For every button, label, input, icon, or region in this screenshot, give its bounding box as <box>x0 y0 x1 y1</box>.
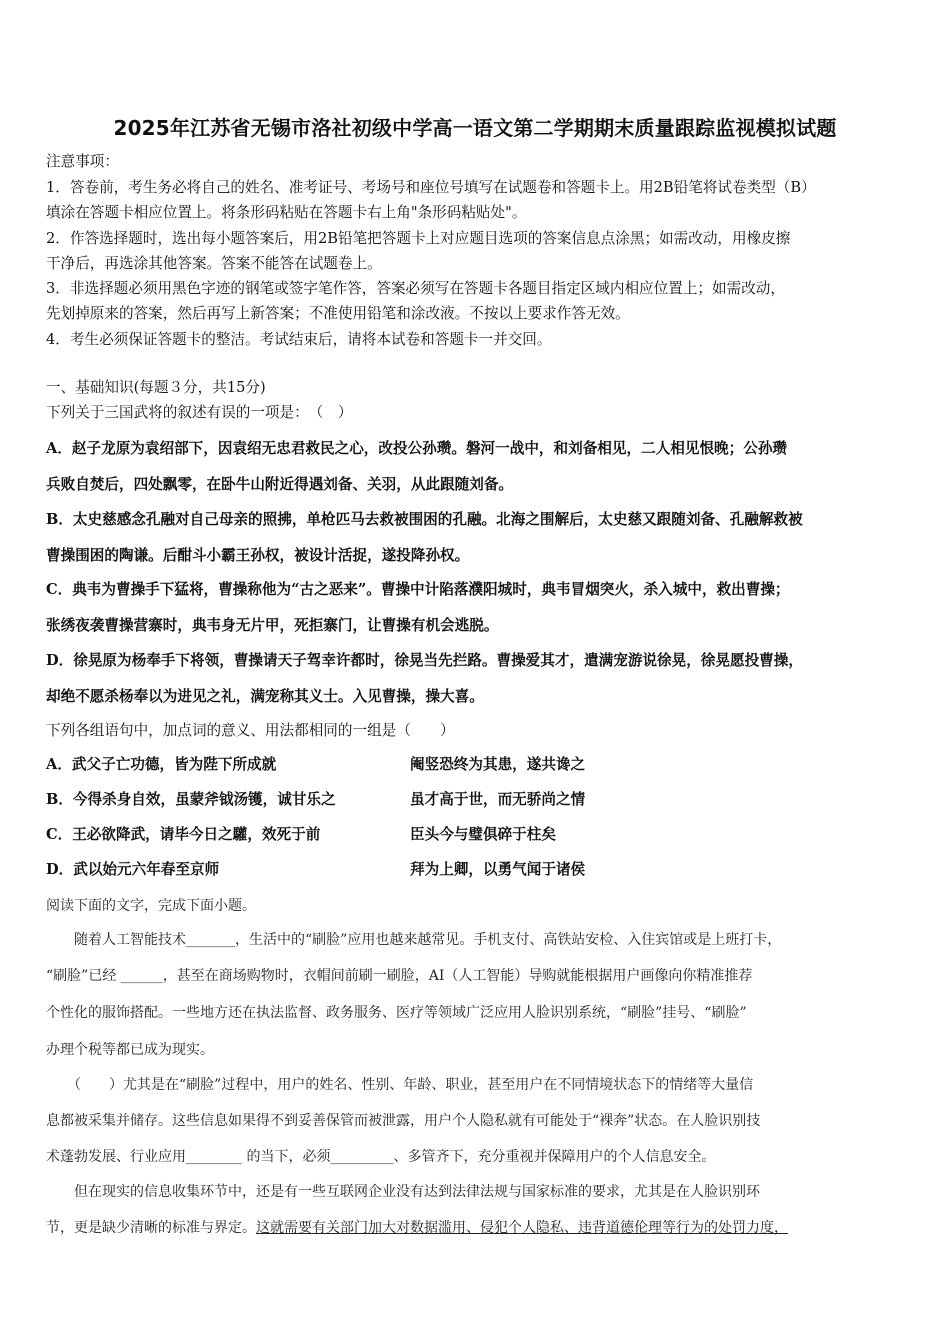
passage-line: 办理个税等都已成为现实。 <box>46 1042 214 1058</box>
q2-option-c-right: 臣头今与璧俱碎于柱矣 <box>410 826 556 843</box>
q1-option-c-cont: 张绣夜袭曹操营寨时，典韦身无片甲，死拒寨门，让曹操有机会逃脱。 <box>46 617 499 634</box>
question-1-stem: 下列关于三国武将的叙述有误的一项是： （ ） <box>46 404 353 421</box>
q2-option-a-right: 阉竖恐终为其患，遂共谗之 <box>410 756 586 773</box>
notice-line: 2．作答选择题时，选出每小题答案后，用2B铅笔把答题卡上对应题目选项的答案信息点涂黑；如需改动，用橡皮擦 <box>46 230 791 247</box>
notice-line: 1．答卷前，考生务必将自己的姓名、准考证号、考场号和座位号填写在试题卷和答题卡上。用2B铅笔将试卷类型（B） <box>46 179 816 196</box>
q2-option-b-right: 虽才高于世，而无骄尚之情 <box>410 791 586 808</box>
q2-option-d-left: D．武以始元六年春至京师 <box>46 861 220 878</box>
notice-line: 3．非选择题必须用黑色字迹的钢笔或签字笔作答，答案必须写在答题卡各题目指定区域内相应位置上；如需改动， <box>46 280 785 297</box>
passage-line: 术蓬勃发展、行业应用________ 的当下，必须_________、多管齐下，充分重视并保障用户的个人信息安全。 <box>46 1149 716 1165</box>
section-heading: 一、基础知识(每题３分，共15分) <box>46 379 266 396</box>
notice-line: 填涂在答题卡相应位置上。将条形码粘贴在答题卡右上角"条形码粘贴处"。 <box>46 204 527 221</box>
passage-line: 但在现实的信息收集环节中，还是有一些互联网企业没有达到法律法规与国家标准的要求，尤其是在人脸识别环 <box>46 1184 760 1200</box>
passage-line: （ ）尤其是在“刷脸”过程中，用户的姓名、性别、年龄、职业，甚至用户在不同情境状态下的情绪等大量信 <box>46 1077 754 1093</box>
q1-option-c: C．典韦为曹操手下猛将，曹操称他为“古之恶来”。曹操中计陷落濮阳城时，典韦冒烟突火，杀入城中，救出曹操； <box>46 581 790 598</box>
reading-intro: 阅读下面的文字，完成下面小题。 <box>46 898 256 914</box>
notice-line: 4．考生必须保证答题卡的整洁。考试结束后，请将本试卷和答题卡一并交回。 <box>46 331 552 348</box>
q1-option-a: A．赵子龙原为袁绍部下，因袁绍无忠君救民之心，改投公孙瓒。磐河一战中，和刘备相见，二人相见恨晚；公孙瓒 <box>46 440 788 457</box>
q1-option-d-cont: 却绝不愿杀杨奉以为进见之礼，满宠称其义士。入见曹操，操大喜。 <box>46 688 484 705</box>
q2-option-a-left: A．武父子亡功德，皆为陛下所成就 <box>46 756 277 773</box>
page-title: 2025年江苏省无锡市洛社初级中学高一语文第二学期期末质量跟踪监视模拟试题 <box>113 116 837 140</box>
passage-line: 随着人工智能技术_______，生活中的“刷脸”应用也越来越常见。手机支付、高铁站安检、入住宾馆或是上班打卡， <box>46 932 782 948</box>
notice-line: 先划掉原来的答案，然后再写上新答案；不准使用铅笔和涂改液。不按以上要求作答无效。 <box>46 305 630 322</box>
q1-option-b-cont: 曹操围困的陶谦。后酣斗小霸王孙权，被设计活捉，遂投降孙权。 <box>46 547 470 564</box>
passage-line: 息都被采集并储存。这些信息如果得不到妥善保管而被泄露，用户个人隐私就有可能处于“裸奔”状态。在人脸识别技 <box>46 1113 761 1129</box>
passage-last-line <box>46 1217 788 1237</box>
q2-option-b-left: B．今得杀身自效，虽蒙斧钺汤镬，诚甘乐之 <box>46 791 336 808</box>
passage-line: 个性化的服饰搭配。一些地方还在执法监督、政务服务、医疗等领域广泛应用人脸识别系统，“刷脸”挂号、“刷脸” <box>46 1005 747 1021</box>
q1-option-b: B．太史慈感念孔融对自己母亲的照拂，单枪匹马去救被围困的孔融。北海之围解后，太史慈又跟随刘备、孔融解救被 <box>46 511 803 528</box>
q2-option-d-right: 拜为上卿，以勇气闻于诸侯 <box>410 861 586 878</box>
question-2-stem: 下列各组语句中，加点词的意义、用法都相同的一组是（ ） <box>46 722 455 739</box>
notice-line: 干净后，再选涂其他答案。答案不能答在试题卷上。 <box>46 255 382 272</box>
notice-heading: 注意事项： <box>46 153 119 170</box>
q2-option-c-left: C．王必欲降武，请毕今日之驩，效死于前 <box>46 826 321 843</box>
q1-option-a-cont: 兵败自焚后，四处飘零，在卧牛山附近得遇刘备、关羽，从此跟随刘备。 <box>46 476 514 493</box>
passage-line-text: 节，更是缺少清晰的标准与界定。 <box>46 1220 256 1236</box>
passage-line: “刷脸”已经 ______，甚至在商场购物时，衣帽间前刷一刷脸，AI（人工智能）导购就能根据用户画像向你精准推荐 <box>46 968 753 984</box>
q1-option-d: D．徐晃原为杨奉手下将领，曹操请天子驾幸许都时，徐晃当先拦路。曹操爱其才，遣满宠游说徐晃，徐晃愿投曹操， <box>46 652 803 669</box>
underlined-sentence: 这就需要有关部门加大对数据滥用、侵犯个人隐私、违背道德伦理等行为的处罚力度， <box>256 1220 788 1236</box>
